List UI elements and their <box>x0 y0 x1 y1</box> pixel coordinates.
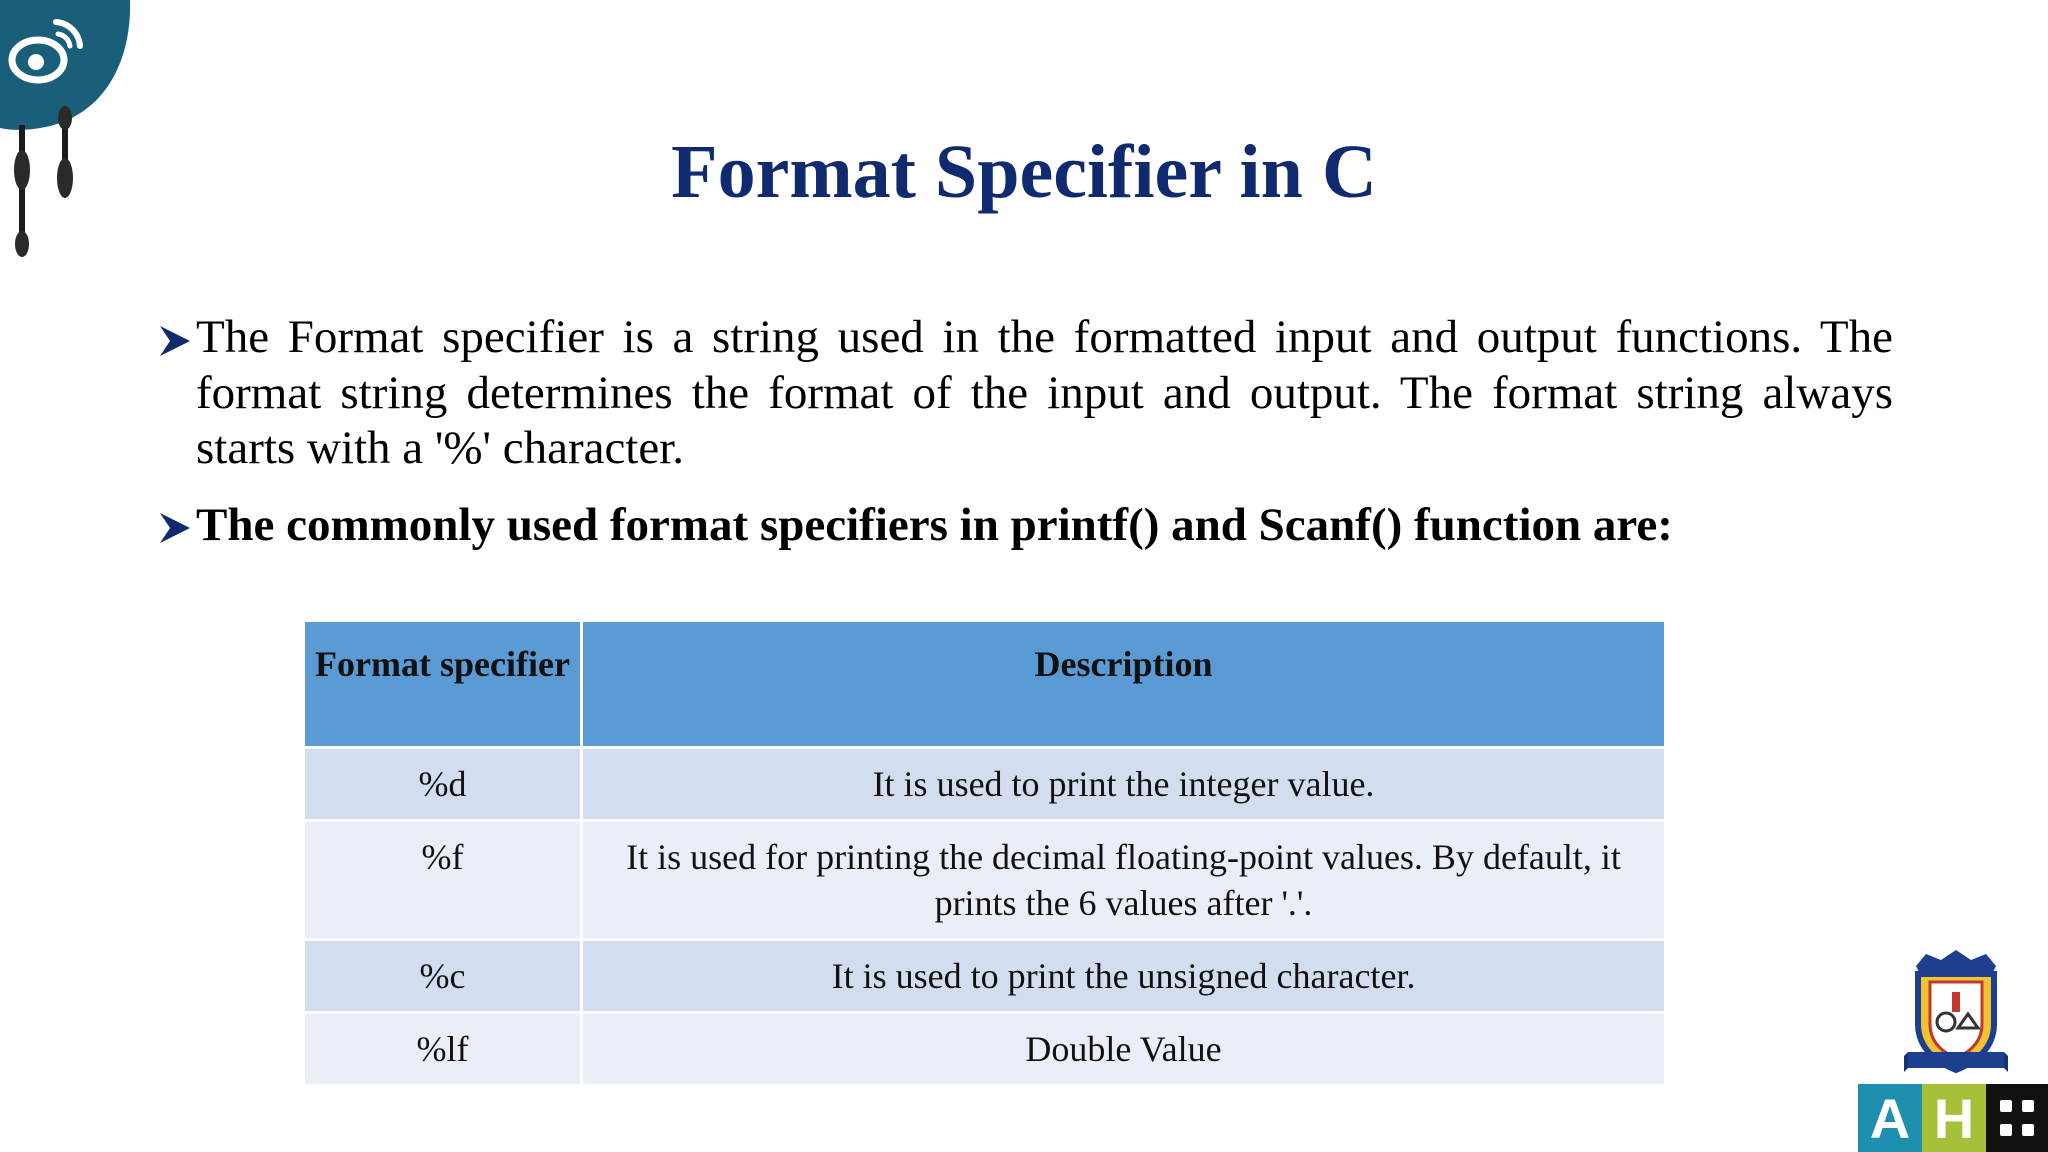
format-specifier-table <box>302 619 1667 1087</box>
spec-cell: %f <box>304 821 582 940</box>
spec-cell: %c <box>304 940 582 1013</box>
table-header-row <box>304 621 1666 748</box>
ah-logo <box>1858 1084 2048 1152</box>
bullet-text: The Format specifier is a string used in the formatted input and output functions. The format string determines the format of the input and output. The format string always starts with a '%' character. <box>196 311 1893 474</box>
logo-letter-h: H <box>1922 1084 1986 1152</box>
bullet-list <box>158 310 1893 553</box>
header-format-specifier: Format specifier <box>304 621 582 748</box>
grid-dots-icon <box>1986 1084 2048 1152</box>
bullet-item <box>158 310 1893 477</box>
college-crest-icon <box>1896 944 2016 1079</box>
bullet-text: The commonly used format specifiers in printf() and Scanf() function are: <box>196 498 1673 551</box>
spec-cell: %lf <box>304 1013 582 1086</box>
table-row <box>304 821 1666 940</box>
table-row <box>304 1013 1666 1086</box>
slide-title: Format Specifier in C <box>671 130 1377 214</box>
bullet-item <box>158 497 1893 553</box>
arrow-bullet-icon <box>158 511 192 545</box>
table-row <box>304 748 1666 821</box>
description-cell: It is used for printing the decimal floating-point values. By default, it prints the 6 values after '.'. <box>582 821 1666 940</box>
arrow-bullet-icon <box>158 324 192 358</box>
header-description: Description <box>582 621 1666 748</box>
logo-letter-a: A <box>1858 1084 1922 1152</box>
description-cell: It is used to print the integer value. <box>582 748 1666 821</box>
description-cell: Double Value <box>582 1013 1666 1086</box>
description-cell: It is used to print the unsigned character. <box>582 940 1666 1013</box>
table-row <box>304 940 1666 1013</box>
spec-cell: %d <box>304 748 582 821</box>
